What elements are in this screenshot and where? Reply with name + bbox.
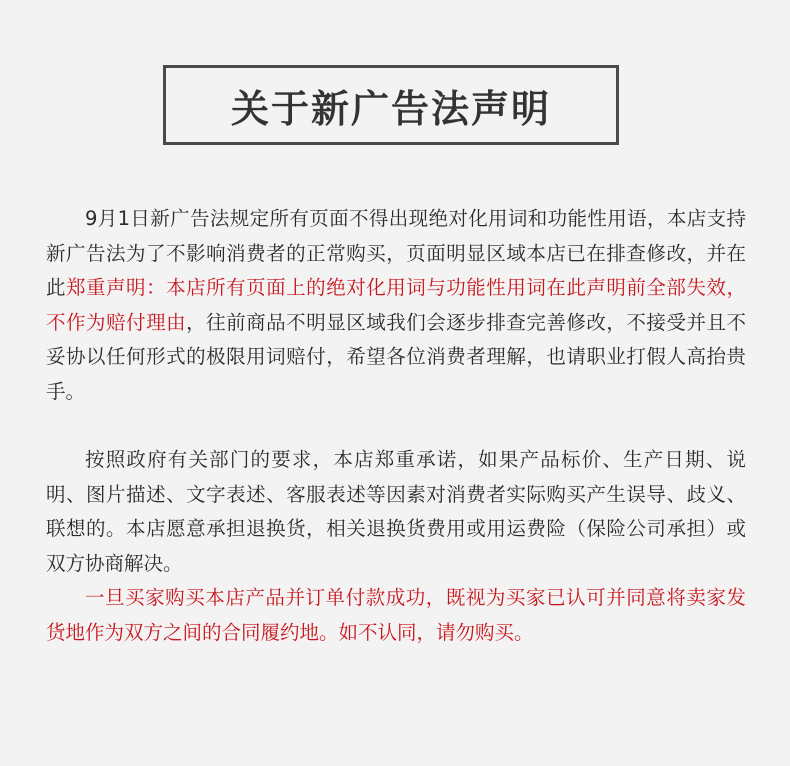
page-title: 关于新广告法声明 [230,86,551,131]
paragraph-contract-place: 一旦买家购买本店产品并订单付款成功，既视为买家已认可并同意将卖家发货地作为双方之间的合同履约地。如不认同，请勿购买。 [46,586,746,644]
paragraph-1-solemn-statement: 郑重声明：本店所有页面上的绝对化用词与功能性用词在此声明前全部失效，不作为赔付理由 [46,276,746,334]
paragraph-commitment: 按照政府有关部门的要求，本店郑重承诺，如果产品标价、生产日期、说明、图片描述、文字表述、客服表述等因素对消费者实际购买产生误导、歧义、联想的。本店愿意承担退换货，相关退换货费用或用运费险（保险公司承担）或双方协商解决。 [46,448,746,575]
paragraph-1-text-a: 9月1日新广告法规定所有页面不得出现绝对化用词和功能性用语，本店支持新广告法为了不影响消费者的正常购买，页面明显区域本店已在排查修改，并在此 [46,207,746,299]
paragraph-advertising-law [46,202,746,409]
declaration-body [46,202,746,650]
title-frame [163,65,619,145]
paragraph-1-text-b: ，往前商品不明显区域我们会逐步排查完善修改，不接受并且不妥协以任何形式的极限用词赔付，希望各位消费者理解，也请职业打假人高抬贵手。 [46,310,746,403]
